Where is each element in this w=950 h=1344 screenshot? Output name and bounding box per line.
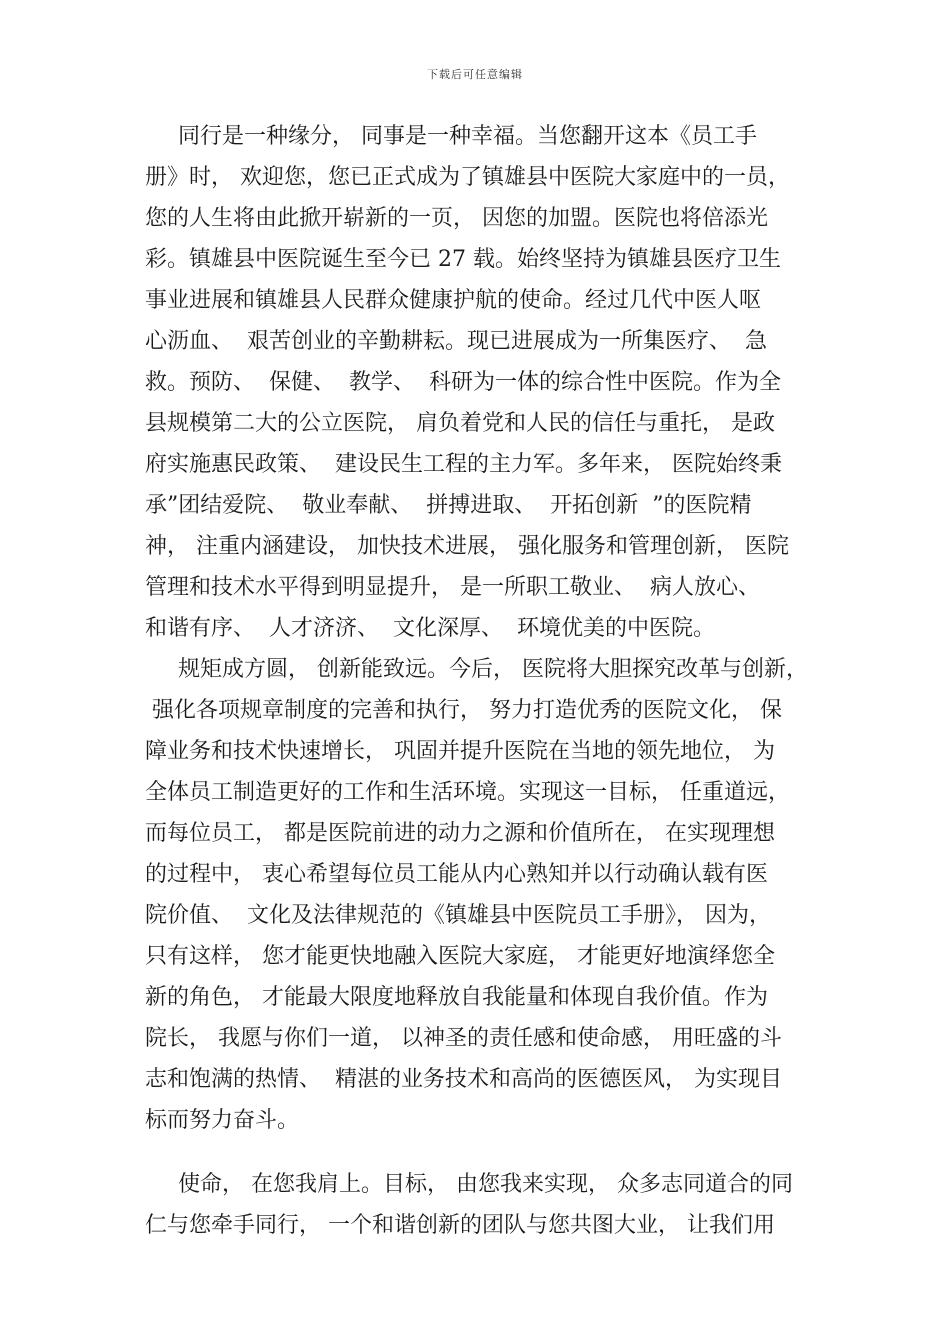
text-line: 全体员工制造更好的工作和生活环境。实现这一目标， 任重道远， bbox=[145, 780, 790, 805]
text-line: 只有这样， 您才能更快地融入医院大家庭， 才能更好地演绎您全 bbox=[145, 944, 775, 969]
text-line: 事业进展和镇雄县人民群众健康护航的使命。经过几代中医人呕 bbox=[145, 288, 762, 313]
text-line: 心沥血、 艰苦创业的辛勤耕耘。现已进展成为一所集医疗、 急 bbox=[145, 329, 767, 354]
text-line: 府实施惠民政策、 建设民生工程的主力军。多年来， 医院始终秉 bbox=[145, 452, 782, 477]
text-line: 院长， 我愿与你们一道， 以神圣的责任感和使命感， 用旺盛的斗 bbox=[145, 1026, 782, 1051]
text-line: 志和饱满的热情、 精湛的业务技术和高尚的医德医风， 为实现目 bbox=[145, 1067, 782, 1092]
text-line: 的过程中， 衷心希望每位员工能从内心熟知并以行动确认载有医 bbox=[145, 862, 768, 887]
text-line: 承”团结爱院、 敬业奉献、 拼搏进取、 开拓创新 ”的医院精 bbox=[145, 493, 752, 518]
text-line: 册》时， 欢迎您，您已正式成为了镇雄县中医院大家庭中的一员， bbox=[145, 165, 790, 190]
text-line: 同行是一种缘分， 同事是一种幸福。当您翻开这本《员工手 bbox=[178, 124, 757, 149]
text-line: 新的角色， 才能最大限度地释放自我能量和体现自我价值。作为 bbox=[145, 985, 768, 1010]
text-line: 彩。镇雄县中医院诞生至今已 27 载。始终坚持为镇雄县医疗卫生 bbox=[145, 247, 781, 272]
text-line: 和谐有序、 人才济济、 文化深厚、 环境优美的中医院。 bbox=[145, 616, 715, 641]
text-line: 神， 注重内涵建设， 加快技术进展， 强化服务和管理创新， 医院 bbox=[145, 534, 789, 559]
page-header: 下载后可任意编辑 bbox=[427, 68, 523, 81]
text-line: 标而努力奋斗。 bbox=[145, 1108, 300, 1133]
text-line: 强化各项规章制度的完善和执行， 努力打造优秀的医院文化， 保 bbox=[145, 698, 782, 723]
text-line: 县规模第二大的公立医院， 肩负着党和人民的信任与重托， 是政 bbox=[145, 411, 775, 436]
text-line: 障业务和技术快速增长， 巩固并提升医院在当地的领先地位， 为 bbox=[145, 739, 775, 764]
text-line: 您的人生将由此掀开崭新的一页， 因您的加盟。医院也将倍添光 bbox=[145, 206, 768, 231]
text-line: 院价值、 文化及法律规范的《镇雄县中医院员工手册》， 因为， bbox=[145, 903, 771, 928]
text-line: 规矩成方圆， 创新能致远。今后， 医院将大胆探究改革与创新， bbox=[178, 657, 808, 682]
text-line: 而每位员工， 都是医院前进的动力之源和价值所在， 在实现理想 bbox=[145, 821, 775, 846]
text-line: 使命， 在您我肩上。目标， 由您我来实现， 众多志同道合的同 bbox=[178, 1172, 793, 1197]
text-line: 救。预防、 保健、 教学、 科研为一体的综合性中医院。作为全 bbox=[145, 370, 781, 395]
text-line: 仁与您牵手同行， 一个和谐创新的团队与您共图大业， 让我们用 bbox=[145, 1213, 775, 1238]
text-line: 管理和技术水平得到明显提升， 是一所职工敬业、 病人放心、 bbox=[145, 575, 760, 600]
